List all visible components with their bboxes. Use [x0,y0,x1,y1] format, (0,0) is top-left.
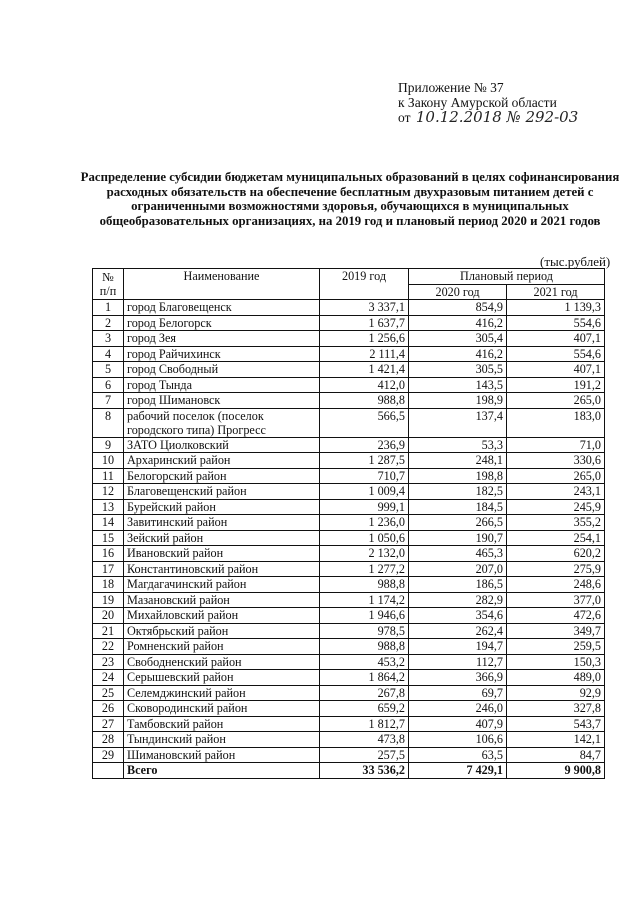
row-number: 15 [93,530,124,546]
row-value-2020: 305,5 [409,362,507,378]
row-value-2019: 1 946,6 [320,608,409,624]
row-value-2019: 1 812,7 [320,716,409,732]
row-value-2020: 305,4 [409,331,507,347]
row-value-2021: 265,0 [507,393,605,409]
table-row [93,546,605,562]
row-number: 13 [93,499,124,515]
row-value-2020: 137,4 [409,408,507,437]
header-2020: 2020 год [409,284,507,300]
table-row [93,670,605,686]
table-row [93,515,605,531]
row-number: 21 [93,623,124,639]
handwritten-date-number: 10.12.2018 № 292-03 [415,108,579,126]
row-value-2019: 1 236,0 [320,515,409,531]
row-value-2021: 407,1 [507,331,605,347]
row-value-2020: 207,0 [409,561,507,577]
row-value-2020: 465,3 [409,546,507,562]
row-name: Бурейский район [124,499,320,515]
row-value-2019: 988,8 [320,577,409,593]
row-value-2021: 71,0 [507,437,605,453]
table-row [93,608,605,624]
appendix-date-prefix: от [398,110,411,125]
row-number: 20 [93,608,124,624]
table-row [93,453,605,469]
row-value-2019: 1 009,4 [320,484,409,500]
appendix-block [398,80,578,125]
row-number: 27 [93,716,124,732]
row-number: 4 [93,346,124,362]
row-value-2021: 489,0 [507,670,605,686]
row-name: Свободненский район [124,654,320,670]
row-number: 6 [93,377,124,393]
row-value-2021: 543,7 [507,716,605,732]
row-value-2019: 988,8 [320,393,409,409]
row-value-2021: 191,2 [507,377,605,393]
row-name: город Свободный [124,362,320,378]
row-value-2020: 184,5 [409,499,507,515]
table-row [93,530,605,546]
table-row [93,331,605,347]
table-row [93,701,605,717]
row-name: город Тында [124,377,320,393]
row-value-2021: 183,0 [507,408,605,437]
row-value-2019: 659,2 [320,701,409,717]
table-row [93,408,605,437]
table-row [93,654,605,670]
row-name: город Белогорск [124,315,320,331]
row-number: 9 [93,437,124,453]
row-value-2020: 854,9 [409,300,507,316]
row-value-2021: 349,7 [507,623,605,639]
row-value-2021: 248,6 [507,577,605,593]
row-value-2021: 259,5 [507,639,605,655]
row-value-2020: 182,5 [409,484,507,500]
subsidy-table [92,268,605,779]
row-name: Тамбовский район [124,716,320,732]
table-row [93,484,605,500]
row-value-2020: 143,5 [409,377,507,393]
document-title: Распределение субсидии бюджетам муниципальных образований в целях софинансирования расходных обязательств на обеспечение бесплатным двухразовым питанием детей с ограниченными возможностями здоровья, обучающихся в муниципальных общеобразовательных организациях, на 2019 год и плановый период 2020 и 2021 годов [80,170,620,228]
row-value-2020: 246,0 [409,701,507,717]
row-value-2020: 194,7 [409,639,507,655]
row-value-2019: 988,8 [320,639,409,655]
appendix-law: к Закону Амурской области [398,95,557,110]
appendix-date-line [398,110,578,125]
row-number: 10 [93,453,124,469]
row-name: Завитинский район [124,515,320,531]
row-value-2021: 243,1 [507,484,605,500]
table-row [93,577,605,593]
table-row [93,437,605,453]
table-row [93,300,605,316]
row-value-2021: 9 900,8 [507,763,605,779]
table-row [93,377,605,393]
row-number: 8 [93,408,124,437]
row-name: Мазановский район [124,592,320,608]
row-name: Магдагачинский район [124,577,320,593]
row-number: 25 [93,685,124,701]
row-name: Тындинский район [124,732,320,748]
row-value-2020: 198,8 [409,468,507,484]
row-value-2019: 566,5 [320,408,409,437]
row-value-2021: 554,6 [507,315,605,331]
row-name: Архаринский район [124,453,320,469]
row-value-2020: 7 429,1 [409,763,507,779]
row-name: Октябрьский район [124,623,320,639]
row-value-2020: 354,6 [409,608,507,624]
row-name: Константиновский район [124,561,320,577]
table-header-row [93,269,605,285]
row-value-2020: 407,9 [409,716,507,732]
row-name: Михайловский район [124,608,320,624]
appendix-number: Приложение № 37 [398,80,504,95]
table-row [93,561,605,577]
row-value-2020: 416,2 [409,346,507,362]
row-name: город Благовещенск [124,300,320,316]
row-value-2021: 377,0 [507,592,605,608]
row-value-2020: 69,7 [409,685,507,701]
row-value-2019: 1 287,5 [320,453,409,469]
row-name: Ивановский район [124,546,320,562]
row-value-2019: 236,9 [320,437,409,453]
row-number: 29 [93,747,124,763]
row-number: 26 [93,701,124,717]
row-name: Благовещенский район [124,484,320,500]
row-number: 5 [93,362,124,378]
row-number: 2 [93,315,124,331]
row-number: 7 [93,393,124,409]
row-number: 18 [93,577,124,593]
table-row [93,732,605,748]
row-value-2021: 1 139,3 [507,300,605,316]
table-total-row [93,763,605,779]
row-value-2019: 1 174,2 [320,592,409,608]
row-value-2020: 63,5 [409,747,507,763]
table-row [93,592,605,608]
row-value-2020: 186,5 [409,577,507,593]
row-number: 11 [93,468,124,484]
table-row [93,346,605,362]
row-value-2021: 142,1 [507,732,605,748]
table-row [93,747,605,763]
row-value-2019: 473,8 [320,732,409,748]
row-value-2019: 999,1 [320,499,409,515]
table-row [93,393,605,409]
row-value-2019: 1 256,6 [320,331,409,347]
row-name: Серышевский район [124,670,320,686]
header-2021: 2021 год [507,284,605,300]
row-number: 23 [93,654,124,670]
row-value-2021: 407,1 [507,362,605,378]
row-number [93,763,124,779]
table-row [93,362,605,378]
row-name: Ромненский район [124,639,320,655]
row-value-2019: 267,8 [320,685,409,701]
row-name: Шимановский район [124,747,320,763]
row-name: город Райчихинск [124,346,320,362]
row-number: 14 [93,515,124,531]
row-value-2020: 106,6 [409,732,507,748]
row-number: 19 [93,592,124,608]
row-value-2019: 2 132,0 [320,546,409,562]
row-value-2019: 453,2 [320,654,409,670]
table-row [93,716,605,732]
row-name: город Зея [124,331,320,347]
row-name: ЗАТО Циолковский [124,437,320,453]
row-name: Белогорский район [124,468,320,484]
row-value-2019: 1 637,7 [320,315,409,331]
row-number: 24 [93,670,124,686]
units-label: (тыс.рублей) [540,254,611,269]
row-value-2019: 33 536,2 [320,763,409,779]
table-row [93,315,605,331]
row-value-2021: 472,6 [507,608,605,624]
row-value-2019: 2 111,4 [320,346,409,362]
row-value-2021: 330,6 [507,453,605,469]
table-row [93,685,605,701]
row-name: город Шимановск [124,393,320,409]
row-name: Зейский район [124,530,320,546]
row-value-2020: 262,4 [409,623,507,639]
row-value-2019: 257,5 [320,747,409,763]
row-value-2021: 275,9 [507,561,605,577]
row-value-2019: 1 864,2 [320,670,409,686]
row-value-2020: 266,5 [409,515,507,531]
row-name: Селемджинский район [124,685,320,701]
row-value-2021: 355,2 [507,515,605,531]
table-row [93,623,605,639]
row-value-2021: 150,3 [507,654,605,670]
row-value-2020: 190,7 [409,530,507,546]
row-number: 3 [93,331,124,347]
row-value-2020: 112,7 [409,654,507,670]
row-value-2021: 554,6 [507,346,605,362]
row-number: 17 [93,561,124,577]
header-name: Наименование [124,269,320,300]
header-planned: Плановый период [409,269,605,285]
row-name: рабочий поселок (поселок городского типа) Прогресс [124,408,320,437]
row-value-2019: 412,0 [320,377,409,393]
row-number: 28 [93,732,124,748]
row-value-2019: 1 277,2 [320,561,409,577]
row-value-2021: 327,8 [507,701,605,717]
row-number: 22 [93,639,124,655]
row-value-2021: 254,1 [507,530,605,546]
header-num: № п/п [93,269,124,300]
table-row [93,468,605,484]
row-value-2021: 92,9 [507,685,605,701]
row-value-2020: 248,1 [409,453,507,469]
row-value-2021: 620,2 [507,546,605,562]
row-value-2020: 282,9 [409,592,507,608]
row-value-2019: 1 050,6 [320,530,409,546]
row-name: Всего [124,763,320,779]
row-value-2021: 245,9 [507,499,605,515]
row-value-2020: 416,2 [409,315,507,331]
table-body [93,300,605,779]
header-2019: 2019 год [320,269,409,300]
row-value-2019: 3 337,1 [320,300,409,316]
row-value-2019: 978,5 [320,623,409,639]
row-number: 12 [93,484,124,500]
row-value-2020: 53,3 [409,437,507,453]
table-row [93,639,605,655]
row-value-2020: 198,9 [409,393,507,409]
row-value-2021: 84,7 [507,747,605,763]
row-value-2019: 1 421,4 [320,362,409,378]
row-value-2021: 265,0 [507,468,605,484]
table-row [93,499,605,515]
row-name: Сковородинский район [124,701,320,717]
row-number: 1 [93,300,124,316]
row-value-2019: 710,7 [320,468,409,484]
row-number: 16 [93,546,124,562]
row-value-2020: 366,9 [409,670,507,686]
